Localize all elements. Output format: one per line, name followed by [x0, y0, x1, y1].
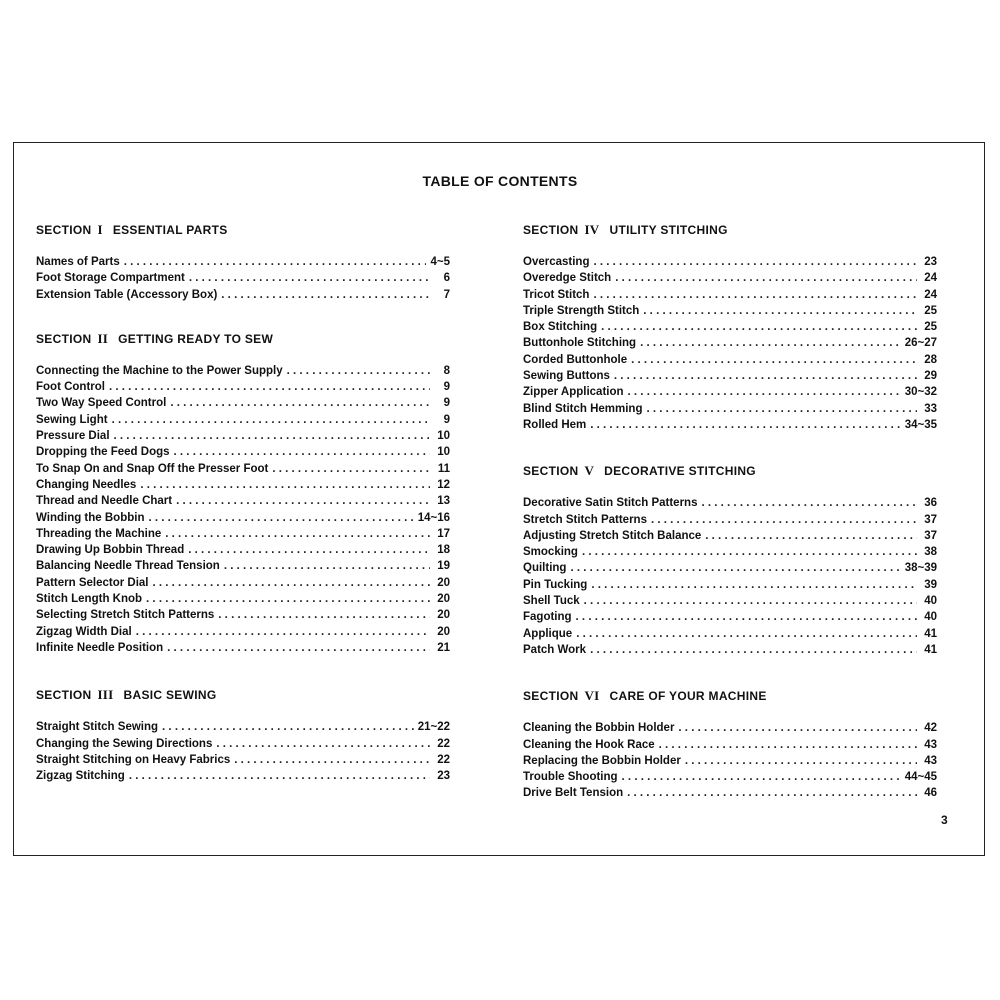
entry-label: Pattern Selector Dial — [36, 576, 149, 589]
entry-page: 20 — [437, 593, 450, 606]
entry-label: Overcasting — [523, 256, 590, 268]
dot-leader — [643, 303, 917, 319]
toc-entry — [36, 412, 450, 428]
toc-entry — [523, 609, 937, 625]
entry-page: 9 — [443, 381, 450, 394]
section-label: SECTION — [36, 223, 92, 237]
entry-page: 19 — [437, 560, 450, 573]
entry-page: 43 — [924, 738, 937, 751]
entry-label: Changing Needles — [36, 478, 137, 491]
toc-entry — [523, 319, 937, 335]
entry-page: 9 — [443, 397, 450, 410]
dot-leader — [591, 577, 917, 593]
toc-entry — [523, 270, 937, 286]
toc-entry — [36, 363, 450, 379]
section-title: ESSENTIAL PARTS — [112, 223, 228, 237]
entry-label: Replacing the Bobbin Holder — [523, 754, 681, 767]
entry-label: Cleaning the Hook Race — [523, 738, 655, 751]
dot-leader — [114, 428, 430, 444]
toc-entry — [36, 640, 450, 656]
toc-entry — [523, 753, 937, 769]
section-title: UTILITY STITCHING — [609, 223, 728, 237]
entry-label: Zigzag Stitching — [36, 770, 125, 783]
dot-leader — [152, 575, 430, 591]
dot-leader — [162, 719, 414, 735]
dot-leader — [570, 560, 900, 576]
section-numeral: V — [584, 463, 595, 479]
toc-entry — [523, 626, 937, 642]
section-title: DECORATIVE STITCHING — [604, 464, 756, 479]
toc-entry — [36, 510, 450, 526]
dot-leader — [582, 544, 917, 560]
entry-label: Changing the Sewing Directions — [36, 737, 213, 750]
toc-entry — [36, 461, 450, 477]
entry-page: 24 — [924, 288, 937, 301]
entry-page: 41 — [924, 627, 937, 640]
section-heading — [523, 221, 937, 238]
entry-list — [36, 254, 450, 303]
toc-entry — [523, 785, 937, 801]
dot-leader — [109, 379, 430, 395]
entry-label: Decorative Satin Stitch Patterns — [523, 497, 698, 510]
entry-label: Straight Stitch Sewing — [36, 721, 159, 734]
entry-label: Corded Buttonhole — [523, 353, 628, 366]
dot-leader — [584, 593, 917, 609]
entry-label: Cleaning the Bobbin Holder — [523, 722, 675, 735]
entry-page: 23 — [924, 256, 937, 268]
entry-page: 36 — [924, 497, 937, 510]
entry-label: Pin Tucking — [523, 578, 588, 591]
toc-entry — [523, 303, 937, 319]
dot-leader — [221, 287, 430, 303]
toc-entry — [36, 575, 450, 591]
dot-leader — [148, 510, 413, 526]
entry-label: Zigzag Width Dial — [36, 625, 132, 638]
entry-page: 18 — [437, 544, 450, 557]
dot-leader — [124, 254, 427, 270]
toc-entry — [36, 477, 450, 493]
toc-entry — [36, 591, 450, 607]
dot-leader — [189, 270, 430, 286]
dot-leader — [614, 368, 917, 384]
dot-leader — [216, 736, 430, 752]
entry-page: 22 — [437, 737, 450, 750]
entry-label: Tricot Stitch — [523, 288, 590, 301]
toc-entry — [523, 335, 937, 351]
toc-entry — [36, 428, 450, 444]
section-numeral: IV — [584, 222, 600, 237]
entry-label: Threading the Machine — [36, 527, 162, 540]
entry-page: 41 — [924, 643, 937, 656]
dot-leader — [167, 640, 430, 656]
entry-page: 17 — [437, 527, 450, 540]
section-heading — [523, 687, 937, 704]
toc-entry — [523, 495, 937, 511]
toc-entry — [36, 493, 450, 509]
toc-entry — [36, 395, 450, 411]
dot-leader — [576, 626, 917, 642]
dot-leader — [601, 319, 917, 335]
toc-entry — [36, 768, 450, 784]
toc-entry — [523, 577, 937, 593]
entry-page: 6 — [443, 272, 450, 285]
section-numeral: VI — [584, 688, 600, 704]
section-numeral: III — [97, 687, 114, 703]
dot-leader — [129, 768, 430, 784]
dot-leader — [218, 607, 430, 623]
entry-label: Blind Stitch Hemming — [523, 402, 643, 415]
entry-label: Balancing Needle Thread Tension — [36, 560, 220, 573]
dot-leader — [622, 769, 901, 785]
entry-page: 21 — [437, 641, 450, 654]
section-label: SECTION — [36, 331, 92, 346]
dot-leader — [165, 526, 430, 542]
toc-entry — [36, 379, 450, 395]
toc-entry — [36, 624, 450, 640]
dot-leader — [590, 642, 917, 658]
entry-label: Drive Belt Tension — [523, 787, 624, 800]
dot-leader — [112, 412, 430, 428]
entry-page: 25 — [924, 304, 937, 317]
dot-leader — [140, 477, 430, 493]
entry-page: 23 — [437, 770, 450, 783]
toc-entry — [523, 642, 937, 658]
toc-entry — [523, 720, 937, 736]
dot-leader — [146, 591, 430, 607]
entry-page: 37 — [924, 529, 937, 542]
section-title: CARE OF YOUR MACHINE — [609, 689, 767, 704]
entry-page: 20 — [437, 625, 450, 638]
dot-leader — [590, 417, 900, 433]
entry-page: 33 — [924, 402, 937, 415]
dot-leader — [615, 270, 917, 286]
entry-page: 28 — [924, 353, 937, 366]
entry-label: Overedge Stitch — [523, 272, 612, 285]
toc-entry — [36, 270, 450, 286]
entry-page: 43 — [924, 754, 937, 767]
entry-page: 30~32 — [904, 386, 937, 399]
entry-page: 37 — [924, 513, 937, 526]
toc-entry — [523, 737, 937, 753]
entry-label: Names of Parts — [36, 256, 120, 268]
toc-entry — [523, 368, 937, 384]
toc-entry — [523, 352, 937, 368]
entry-page: 4~5 — [430, 256, 450, 268]
entry-label: Box Stitching — [523, 321, 598, 334]
entry-label: Dropping the Feed Dogs — [36, 446, 170, 459]
entry-page: 42 — [924, 722, 937, 735]
entry-label: Adjusting Stretch Stitch Balance — [523, 529, 702, 542]
section-label: SECTION — [523, 223, 579, 237]
entry-label: Sewing Light — [36, 413, 108, 426]
section-heading — [36, 686, 450, 703]
toc-entry — [523, 384, 937, 400]
toc-entry — [36, 444, 450, 460]
dot-leader — [170, 395, 430, 411]
toc-entry — [523, 254, 937, 270]
entry-page: 34~35 — [904, 418, 937, 431]
toc-entry — [523, 560, 937, 576]
entry-list — [36, 719, 450, 784]
entry-page: 24 — [924, 272, 937, 285]
toc-entry — [36, 719, 450, 735]
entry-label: Fagoting — [523, 611, 572, 624]
section-label: SECTION — [36, 688, 92, 703]
dot-leader — [234, 752, 430, 768]
dot-leader — [631, 352, 917, 368]
dot-leader — [176, 493, 430, 509]
entry-label: Pressure Dial — [36, 430, 110, 443]
entry-page: 8 — [443, 364, 450, 377]
entry-page: 11 — [437, 462, 450, 475]
toc-entry — [523, 544, 937, 560]
entry-label: Smocking — [523, 546, 578, 559]
entry-label: Zipper Application — [523, 386, 624, 399]
entry-label: Patch Work — [523, 643, 587, 656]
dot-leader — [646, 401, 917, 417]
entry-page: 13 — [437, 495, 450, 508]
toc-entry — [36, 254, 450, 270]
entry-page: 10 — [437, 446, 450, 459]
entry-list — [523, 720, 937, 801]
entry-label: Thread and Needle Chart — [36, 495, 173, 508]
entry-label: Quilting — [523, 562, 567, 575]
entry-page: 22 — [437, 753, 450, 766]
entry-label: Stretch Stitch Patterns — [523, 513, 647, 526]
toc-entry — [523, 417, 937, 433]
toc-entry — [523, 769, 937, 785]
dot-leader — [593, 254, 917, 270]
section-numeral: I — [97, 222, 103, 237]
entry-label: Foot Storage Compartment — [36, 272, 185, 285]
dot-leader — [188, 542, 430, 558]
entry-label: Drawing Up Bobbin Thread — [36, 544, 185, 557]
entry-page: 21~22 — [417, 721, 450, 734]
entry-label: To Snap On and Snap Off the Presser Foot — [36, 462, 269, 475]
entry-label: Selecting Stretch Stitch Patterns — [36, 609, 215, 622]
entry-label: Shell Tuck — [523, 595, 580, 608]
entry-label: Sewing Buttons — [523, 370, 610, 383]
entry-label: Connecting the Machine to the Power Supply — [36, 364, 283, 377]
toc-entry — [523, 287, 937, 303]
section-heading — [523, 462, 937, 479]
toc-entry — [36, 287, 450, 303]
entry-page: 38~39 — [904, 562, 937, 575]
entry-label: Rolled Hem — [523, 418, 587, 431]
page-number: 3 — [941, 813, 948, 827]
entry-label: Two Way Speed Control — [36, 397, 167, 410]
page-title: TABLE OF CONTENTS — [422, 173, 578, 189]
entry-page: 14~16 — [417, 511, 450, 524]
toc-entry — [36, 736, 450, 752]
toc-entry — [523, 528, 937, 544]
dot-leader — [593, 287, 917, 303]
entry-label: Triple Strength Stitch — [523, 304, 640, 317]
entry-page: 46 — [924, 787, 937, 800]
entry-label: Stitch Length Knob — [36, 593, 143, 606]
left-column — [36, 221, 450, 784]
section-heading — [36, 221, 450, 238]
entry-page: 29 — [924, 370, 937, 383]
entry-label: Trouble Shooting — [523, 771, 618, 784]
dot-leader — [576, 609, 917, 625]
section-label: SECTION — [523, 689, 579, 704]
toc-entry — [36, 752, 450, 768]
entry-page: 38 — [924, 546, 937, 559]
entry-label: Winding the Bobbin — [36, 511, 145, 524]
entry-label: Extension Table (Accessory Box) — [36, 288, 218, 301]
entry-list — [523, 495, 937, 658]
right-column — [523, 221, 937, 802]
entry-page: 44~45 — [904, 771, 937, 784]
entry-page: 40 — [924, 611, 937, 624]
dot-leader — [651, 512, 917, 528]
entry-label: Foot Control — [36, 381, 105, 394]
dot-leader — [678, 720, 917, 736]
entry-label: Applique — [523, 627, 573, 640]
dot-leader — [701, 495, 917, 511]
dot-leader — [705, 528, 917, 544]
toc-entry — [523, 512, 937, 528]
dot-leader — [136, 624, 430, 640]
dot-leader — [640, 335, 901, 351]
dot-leader — [627, 785, 917, 801]
section-heading — [36, 330, 450, 347]
dot-leader — [224, 558, 430, 574]
entry-page: 20 — [437, 609, 450, 622]
section-numeral: II — [97, 330, 109, 346]
section-title: GETTING READY TO SEW — [118, 331, 274, 346]
toc-entry — [36, 526, 450, 542]
toc-entry — [36, 558, 450, 574]
toc-entry — [523, 593, 937, 609]
toc-entry — [36, 542, 450, 558]
section-title: BASIC SEWING — [123, 688, 217, 703]
entry-page: 20 — [437, 576, 450, 589]
entry-label: Infinite Needle Position — [36, 641, 164, 654]
entry-page: 12 — [437, 478, 450, 491]
entry-list — [36, 363, 450, 656]
dot-leader — [174, 444, 430, 460]
toc-entry — [36, 607, 450, 623]
entry-page: 26~27 — [904, 337, 937, 350]
entry-page: 10 — [437, 430, 450, 443]
dot-leader — [685, 753, 917, 769]
dot-leader — [659, 737, 917, 753]
entry-page: 40 — [924, 595, 937, 608]
section-label: SECTION — [523, 464, 579, 479]
entry-page: 25 — [924, 321, 937, 334]
entry-list — [523, 254, 937, 433]
entry-page: 7 — [443, 288, 450, 301]
entry-label: Straight Stitching on Heavy Fabrics — [36, 753, 231, 766]
entry-page: 39 — [924, 578, 937, 591]
entry-label: Buttonhole Stitching — [523, 337, 637, 350]
toc-entry — [523, 401, 937, 417]
dot-leader — [287, 363, 430, 379]
dot-leader — [272, 461, 430, 477]
dot-leader — [628, 384, 901, 400]
entry-page: 9 — [443, 413, 450, 426]
